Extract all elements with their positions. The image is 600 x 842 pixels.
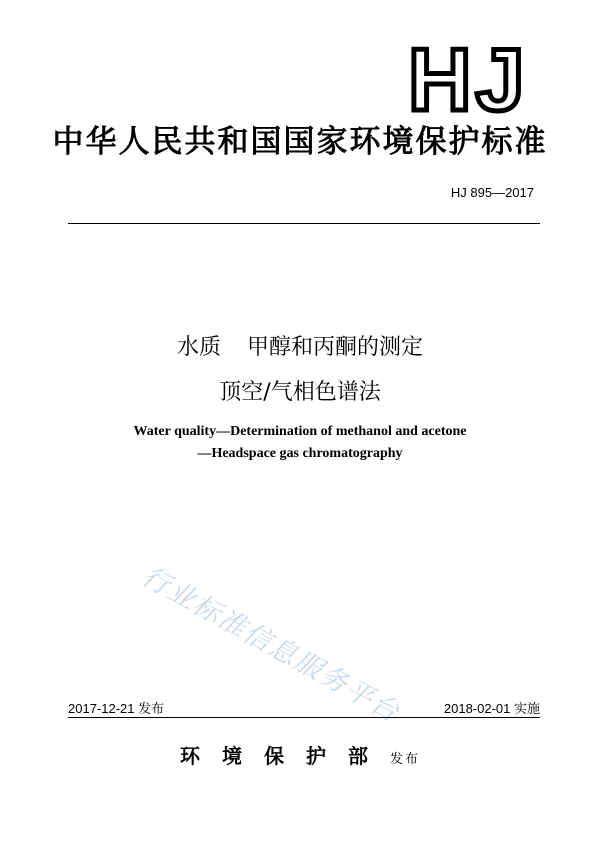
title-cn-line2: 顶空/气相色谱法 [219, 380, 381, 405]
publisher-verb: 发布 [389, 752, 420, 767]
bottom-divider [68, 717, 540, 718]
publisher [0, 740, 600, 769]
title-en-line1: Water quality—Determination of methanol and acetone [133, 424, 467, 439]
org-title: 中华人民共和国国家环境保护标准 [52, 124, 548, 160]
hj-logo [408, 40, 536, 116]
issue-date: 2017-12-21 发布 [68, 701, 165, 716]
title-cn-line1 [0, 333, 600, 363]
implementation-date: 2018-02-01 实施 [443, 701, 540, 716]
title-cn-topic: 甲醇和丙酮的测定 [247, 335, 424, 360]
top-divider [68, 223, 540, 224]
title-cn-subject: 水质 [176, 335, 221, 360]
hj-logo-text: HJ [408, 40, 529, 116]
title-en-line2: —Headspace gas chromatography [197, 446, 403, 461]
publisher-name: 环境保护部 [179, 744, 390, 768]
watermark: 行业标准信息服务平台 [136, 561, 406, 729]
standard-number: HJ 895—2017 [450, 185, 534, 200]
